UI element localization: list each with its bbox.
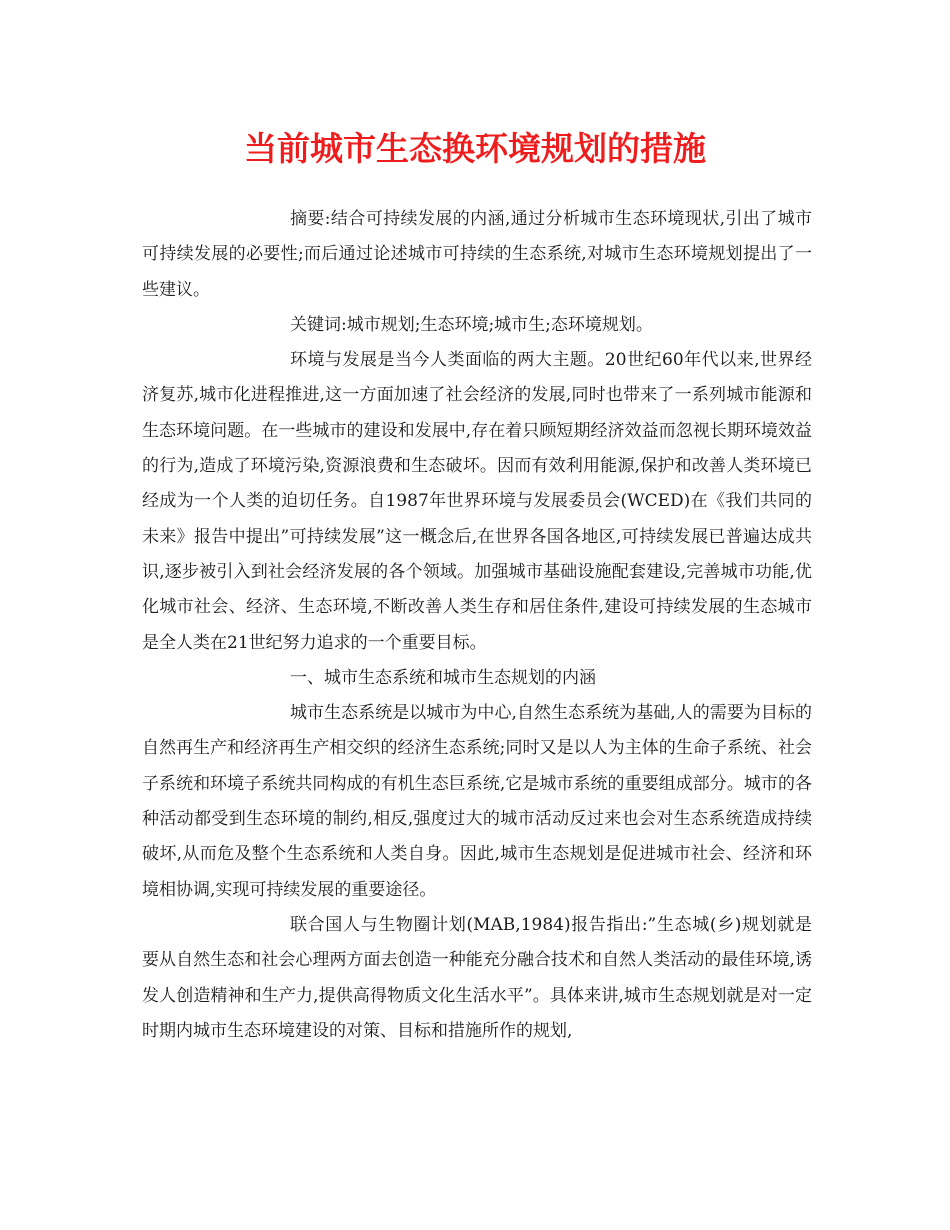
body-paragraph: 联合国人与生物圈计划(MAB,1984)报告指出:”生态城(乡)规划就是要从自然生态和社会心理两方面去创造一种能充分融合技术和自然人类活动的最佳环境,诱发人创造精神和生产力,提供高得物质文化生活水平”。具体来讲,城市生态规划就是对一定时期内城市生态环境建设的对策、目标和措施所作的规划, <box>142 914 812 1041</box>
keywords-paragraph: 关键词:城市规划;生态环境;城市生;态环境规划。 <box>290 314 653 335</box>
body-paragraph: 城市生态系统是以城市为中心,自然生态系统为基础,人的需要为目标的自然再生产和经济再生产相交织的经济生态系统;同时又是以人为主体的生命子系统、社会子系统和环境子系统共同构成的有机生态巨系统,它是城市系统的重要组成部分。城市的各种活动都受到生态环境的制约,相反,强度过大的城市活动反过来也会对生态系统造成持续破坏,从而危及整个生态系统和人类自身。因此,城市生态规划是促进城市社会、经济和环境相协调,实现可持续发展的重要途径。 <box>142 703 812 900</box>
document-title: 当前城市生态换环境规划的措施 <box>244 129 706 168</box>
intro-paragraph: 环境与发展是当今人类面临的两大主题。20世纪60年代以来,世界经济复苏,城市化进程推进,这一方面加速了社会经济的发展,同时也带来了一系列城市能源和生态环境问题。在一些城市的建设和发展中,存在着只顾短期经济效益而忽视长期环境效益的行为,造成了环境污染,资源浪费和生态破坏。因而有效利用能源,保护和改善人类环境已经成为一个人类的迫切任务。自1987年世界环境与发展委员会(WCED)在《我们共同的未来》报告中提出”可持续发展”这一概念后,在世界各国各地区,可持续发展已普遍达成共识,逐步被引入到社会经济发展的各个领域。加强城市基础设施配套建设,完善城市功能,优化城市社会、经济、生态环境,不断改善人类生存和居住条件,建设可持续发展的生态城市是全人类在21世纪努力追求的一个重要目标。 <box>142 350 812 653</box>
document-body <box>142 202 812 1049</box>
abstract-paragraph: 摘要:结合可持续发展的内涵,通过分析城市生态环境现状,引出了城市可持续发展的必要性;而后通过论述城市可持续的生态系统,对城市生态环境规划提出了一些建议。 <box>142 209 812 300</box>
section-heading: 一、城市生态系统和城市生态规划的内涵 <box>290 667 596 688</box>
